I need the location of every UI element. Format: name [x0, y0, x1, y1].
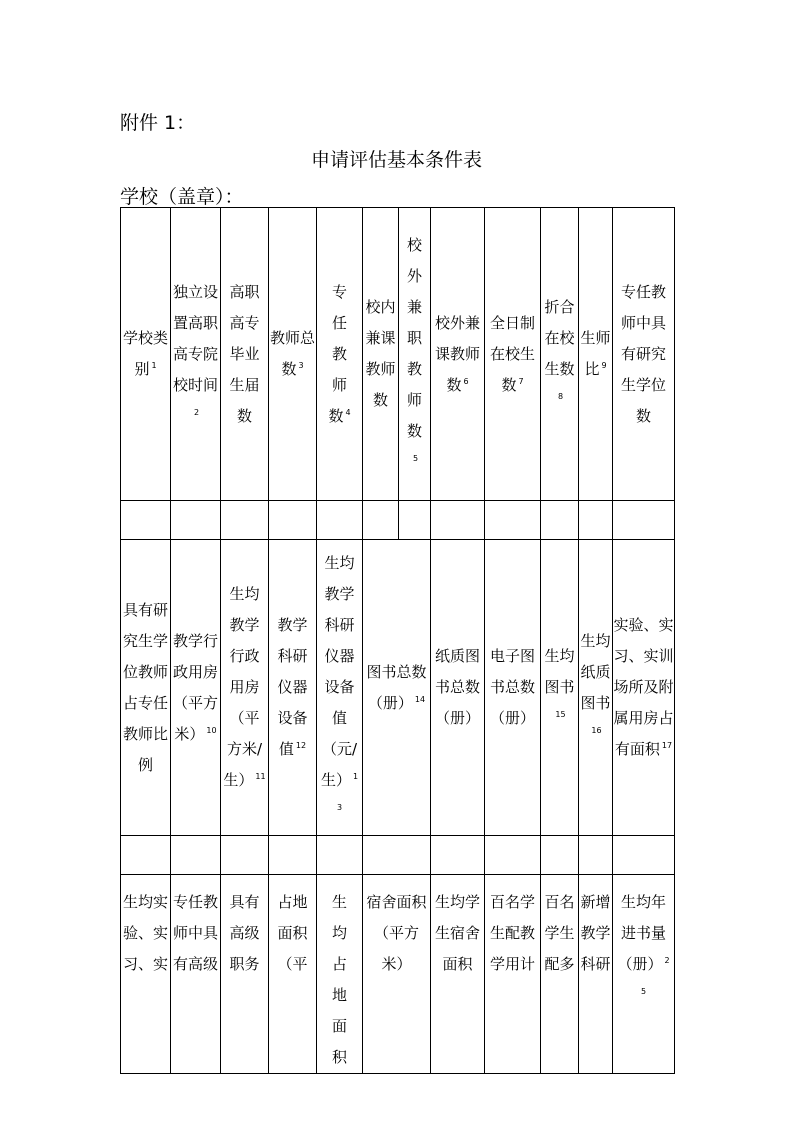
conditions-table — [120, 207, 675, 1074]
header-cell: 专任教师中具有研究生学位数 — [613, 208, 675, 501]
value-cell[interactable] — [171, 836, 221, 875]
value-cell[interactable] — [431, 501, 485, 540]
header-cell: 生均年进书量（册） $^{25}$ — [613, 875, 675, 1074]
value-cell[interactable] — [363, 501, 399, 540]
header-cell: 教师总数 $^3$ — [269, 208, 317, 501]
header-cell: 生均纸质图书$^{16}$ — [579, 540, 613, 836]
value-cell[interactable] — [399, 501, 431, 540]
header-cell: 图书总数（册） $^{14}$ — [363, 540, 431, 836]
header-cell: 具有研究生学位教师占专任教师比例 — [121, 540, 171, 836]
value-cell[interactable] — [221, 836, 269, 875]
table-row — [121, 208, 675, 501]
header-cell: 全日制在校生数 $^7$ — [485, 208, 541, 501]
header-cell: 校外兼职教师数$^5$ — [399, 208, 431, 501]
header-cell: 百名学生配教学用计 — [485, 875, 541, 1074]
attachment-label: 附件 1： — [120, 112, 196, 134]
table-row — [121, 540, 675, 836]
header-cell: 折合在校生数$^8$ — [541, 208, 579, 501]
header-cell: 实验、实习、实训场所及附属用房占有面积 $^{17}$ — [613, 540, 675, 836]
header-cell: 宿舍面积（平方米） — [363, 875, 431, 1074]
school-seal-label: 学校（盖章）： — [120, 186, 244, 208]
value-cell[interactable] — [269, 836, 317, 875]
header-cell: 教学行政用房（平方米） $^{10}$ — [171, 540, 221, 836]
header-cell: 生师比 $^9$ — [579, 208, 613, 501]
table-row — [121, 836, 675, 875]
value-cell[interactable] — [171, 501, 221, 540]
value-cell[interactable] — [485, 501, 541, 540]
value-cell[interactable] — [221, 501, 269, 540]
header-cell: 生均学生宿舍面积 — [431, 875, 485, 1074]
header-cell: 教学科研仪器设备值 $^{12}$ — [269, 540, 317, 836]
header-cell: 生均教学行政用房（平方米/生） $^{11}$ — [221, 540, 269, 836]
header-cell: 专任教师中具有高级 — [171, 875, 221, 1074]
value-cell[interactable] — [317, 836, 363, 875]
value-cell[interactable] — [613, 836, 675, 875]
value-cell[interactable] — [541, 501, 579, 540]
value-cell[interactable] — [317, 501, 363, 540]
value-cell[interactable] — [541, 836, 579, 875]
value-cell[interactable] — [363, 836, 431, 875]
value-cell[interactable] — [579, 501, 613, 540]
value-cell[interactable] — [485, 836, 541, 875]
page-title: 申请评估基本条件表 — [310, 149, 482, 171]
table-row — [121, 875, 675, 1074]
header-cell: 校外兼课教师数 $^6$ — [431, 208, 485, 501]
value-cell[interactable] — [269, 501, 317, 540]
header-cell: 百名学生配多 — [541, 875, 579, 1074]
header-cell: 电子图书总数（册） — [485, 540, 541, 836]
header-cell: 学校类别 $^1$ — [121, 208, 171, 501]
value-cell[interactable] — [121, 836, 171, 875]
header-cell: 独立设置高职高专院校时间$^2$ — [171, 208, 221, 501]
value-cell[interactable] — [431, 836, 485, 875]
table-row — [121, 501, 675, 540]
header-cell: 校内兼课教师数 — [363, 208, 399, 501]
header-cell: 新增教学科研 — [579, 875, 613, 1074]
header-cell: 具有高级职务 — [221, 875, 269, 1074]
value-cell[interactable] — [121, 501, 171, 540]
header-cell: 生均实验、实习、实 — [121, 875, 171, 1074]
value-cell[interactable] — [613, 501, 675, 540]
header-cell: 高职高专毕业生届数 — [221, 208, 269, 501]
header-cell: 专任教师数 $^4$ — [317, 208, 363, 501]
header-cell: 生均教学科研仪器设备值（元/生） $^{13}$ — [317, 540, 363, 836]
value-cell[interactable] — [579, 836, 613, 875]
header-cell: 占地面积（平 — [269, 875, 317, 1074]
header-cell: 生均图书$^{15}$ — [541, 540, 579, 836]
header-cell: 生均占地面积 — [317, 875, 363, 1074]
header-cell: 纸质图书总数（册） — [431, 540, 485, 836]
